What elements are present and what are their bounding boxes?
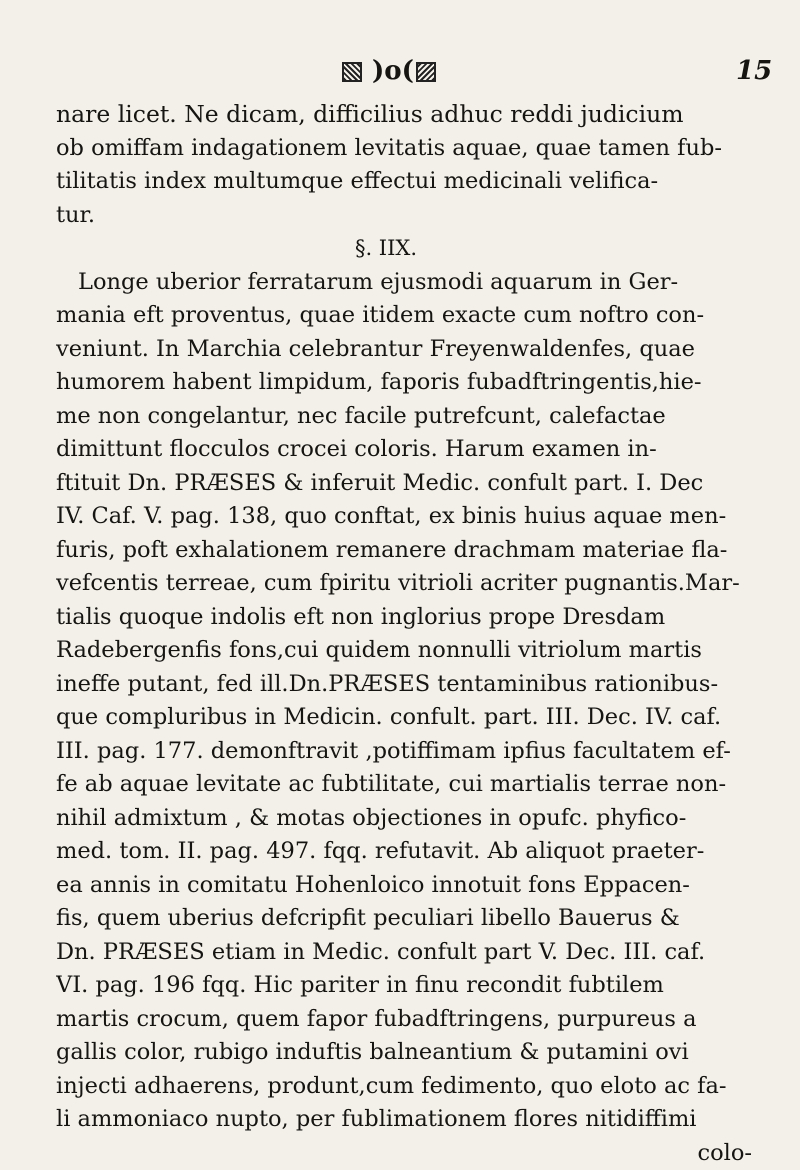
text-line: gallis color, rubigo induftis balneantium & putamini ovi [56,1036,756,1070]
text-line: humorem habent limpidum, faporis fubadftringentis,hie- [56,366,756,400]
text-line: fe ab aquae levitate ac fubtilitate, cui martialis terrae non- [56,768,756,802]
text-line: dimittunt flocculos crocei coloris. Harum examen in- [56,433,756,467]
text-line: me non congelantur, nec facile putrefcunt, calefactae [56,400,756,434]
text-line: que compluribus in Medicin. confult. part. III. Dec. IV. caf. [56,701,756,735]
text-line: fis, quem uberius defcripfit peculiari libello Bauerus & [56,902,756,936]
page-number: 15 [736,56,772,86]
text-line: nare licet. Ne dicam, difficilius adhuc reddi judicium [56,98,756,132]
text-line: med. tom. II. pag. 497. fqq. refutavit. Ab aliquot praeter- [56,835,756,869]
text-line: injecti adhaerens, produnt,cum fedimento, quo eloto ac fa- [56,1070,756,1104]
section-heading: §. IIX. [56,232,756,266]
ornament-left-icon [342,62,362,82]
ornament-center: )o( [372,56,414,86]
text-line: IV. Caf. V. pag. 138, quo conftat, ex binis huius aquae men- [56,500,756,534]
text-line: VI. pag. 196 fqq. Hic pariter in finu recondit fubtilem [56,969,756,1003]
ornament-right-icon [416,62,436,82]
text-line: furis, poft exhalationem remanere drachmam materiae fla- [56,534,756,568]
text-line: Longe uberior ferratarum ejusmodi aquarum in Ger- [56,266,756,300]
text-line: li ammoniaco nupto, per fublimationem flores nitidiffimi [56,1103,756,1137]
text-line: ea annis in comitatu Hohenloico innotuit fons Eppacen- [56,869,756,903]
catchword: colo- [56,1137,756,1170]
text-line: ftituit Dn. PRÆSES & inferuit Medic. confult part. I. Dec [56,467,756,501]
text-line: ineffe putant, fed ill.Dn.PRÆSES tentaminibus rationibus- [56,668,756,702]
text-line: vefcentis terreae, cum fpiritu vitrioli acriter pugnantis.Mar- [56,567,756,601]
text-line: tialis quoque indolis eft non inglorius prope Dresdam [56,601,756,635]
text-line: veniunt. In Marchia celebrantur Freyenwaldenfes, quae [56,333,756,367]
text-line: nihil admixtum , & motas objectiones in opufc. phyfico- [56,802,756,836]
text-line: Dn. PRÆSES etiam in Medic. confult part V. Dec. III. caf. [56,936,756,970]
text-line: tilitatis index multumque effectui medicinali velifica- [56,165,756,199]
text-line: tur. [56,199,756,233]
page-header [0,62,800,92]
text-line: III. pag. 177. demonftravit ,potiffimam ipfius facultatem ef- [56,735,756,769]
text-line: martis crocum, quem fapor fubadftringens, purpureus a [56,1003,756,1037]
text-line: Radebergenfis fons,cui quidem nonnulli vitriolum martis [56,634,756,668]
text-line: ob omiffam indagationem levitatis aquae, quae tamen fub- [56,132,756,166]
body-text [56,98,756,1170]
text-line: mania eft proventus, quae itidem exacte cum noftro con- [56,299,756,333]
